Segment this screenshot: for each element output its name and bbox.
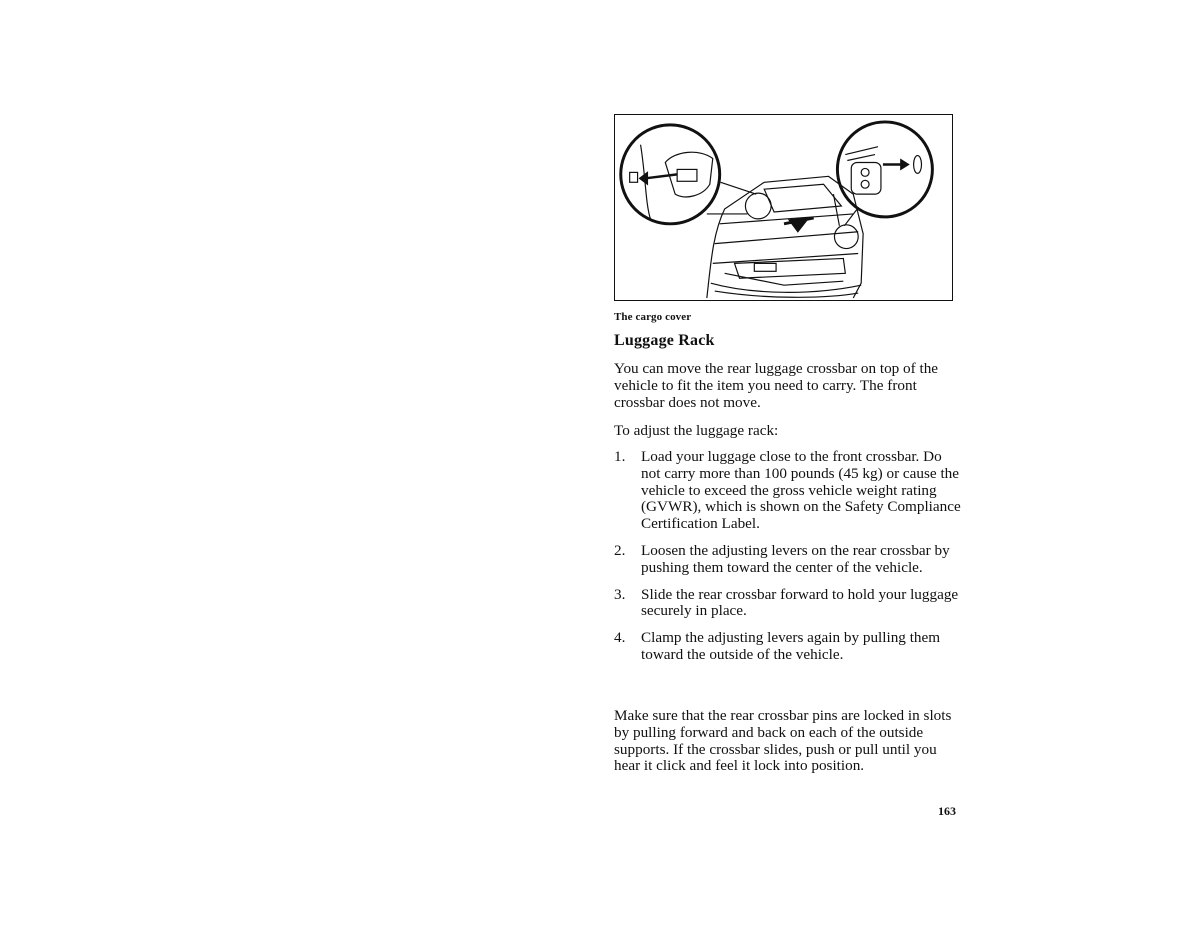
- cargo-cover-illustration-icon: [615, 115, 952, 300]
- step-text: Load your luggage close to the front crossbar. Do not carry more than 100 pounds (45 kg) or cause the vehicle to exceed the gross vehicle weight rating (GVWR), which is shown on the Safety Compliance Certification Label.: [641, 448, 961, 533]
- list-item: [614, 543, 964, 577]
- list-item: [614, 630, 964, 664]
- step-number: 2.: [614, 541, 626, 559]
- lead-in-paragraph: To adjust the luggage rack:: [614, 422, 779, 439]
- step-number: 3.: [614, 585, 626, 603]
- step-text: Clamp the adjusting levers again by pulling them toward the outside of the vehicle.: [641, 629, 941, 663]
- adjustment-steps-list: [614, 449, 964, 674]
- page-number: 163: [938, 804, 956, 818]
- list-item: [614, 449, 964, 533]
- list-item: [614, 587, 964, 621]
- step-number: 1.: [614, 448, 626, 465]
- intro-paragraph: You can move the rear luggage crossbar on top of the vehicle to fit the item you need to carry. The front crossbar does not move.: [614, 360, 939, 411]
- step-text: Loosen the adjusting levers on the rear crossbar by pushing them toward the center of the vehicle.: [641, 541, 950, 576]
- step-number: 4.: [614, 629, 626, 647]
- step-text: Slide the rear crossbar forward to hold your luggage securely in place.: [641, 585, 959, 620]
- section-title: Luggage Rack: [614, 332, 715, 349]
- cargo-cover-figure: [614, 114, 953, 301]
- figure-caption: The cargo cover: [614, 311, 692, 323]
- closing-paragraph: Make sure that the rear crossbar pins are locked in slots by pulling forward and back on each of the outside supports. If the crossbar slides, push or pull until you hear it click and feel it lock into position.: [614, 707, 952, 775]
